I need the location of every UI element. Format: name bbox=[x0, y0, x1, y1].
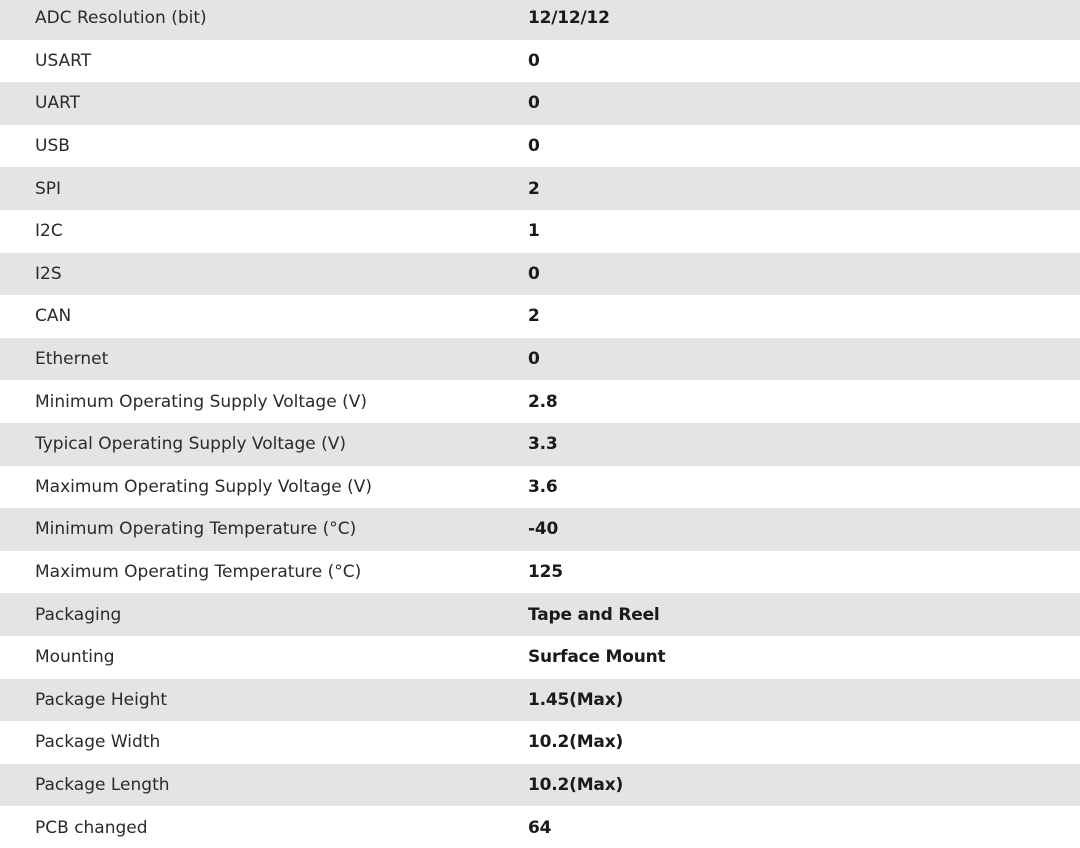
spec-label: ADC Resolution (bit) bbox=[35, 8, 207, 29]
spec-row-max-temperature bbox=[0, 551, 1080, 594]
spec-label: Package Height bbox=[35, 689, 168, 710]
spec-row-spi bbox=[0, 167, 1080, 210]
spec-row-uart bbox=[0, 82, 1080, 125]
spec-row-ethernet bbox=[0, 338, 1080, 381]
spec-label: I2C bbox=[35, 221, 63, 242]
spec-value: 2 bbox=[528, 178, 540, 199]
spec-label: I2S bbox=[35, 263, 62, 284]
spec-value: 1.45(Max) bbox=[528, 689, 624, 710]
spec-label: Minimum Operating Temperature (°C) bbox=[35, 519, 357, 540]
spec-value: 64 bbox=[528, 817, 552, 838]
spec-label: Maximum Operating Temperature (°C) bbox=[35, 562, 362, 583]
spec-label: Minimum Operating Supply Voltage (V) bbox=[35, 391, 367, 412]
spec-row-min-temperature bbox=[0, 508, 1080, 551]
spec-value: 2.8 bbox=[528, 391, 558, 412]
spec-row-usb bbox=[0, 125, 1080, 168]
spec-row-usart bbox=[0, 40, 1080, 83]
spec-value: 0 bbox=[528, 50, 540, 71]
spec-row-min-supply-voltage bbox=[0, 380, 1080, 423]
spec-row-max-supply-voltage bbox=[0, 466, 1080, 509]
spec-label: CAN bbox=[35, 306, 72, 327]
spec-row-i2c bbox=[0, 210, 1080, 253]
spec-value: 0 bbox=[528, 349, 540, 370]
spec-label: Typical Operating Supply Voltage (V) bbox=[35, 434, 346, 455]
spec-label: SPI bbox=[35, 178, 62, 199]
spec-value: 3.6 bbox=[528, 476, 558, 497]
spec-label: Package Length bbox=[35, 774, 170, 795]
spec-value: 0 bbox=[528, 136, 540, 157]
spec-value: 2 bbox=[528, 306, 540, 327]
spec-row-i2s bbox=[0, 253, 1080, 296]
spec-label: Maximum Operating Supply Voltage (V) bbox=[35, 476, 372, 497]
spec-label: Ethernet bbox=[35, 349, 109, 370]
spec-row-package-width bbox=[0, 721, 1080, 764]
spec-label: Package Width bbox=[35, 732, 161, 753]
spec-label: USB bbox=[35, 136, 70, 157]
spec-row-package-height bbox=[0, 679, 1080, 722]
spec-value: -40 bbox=[528, 519, 559, 540]
spec-label: USART bbox=[35, 50, 92, 71]
spec-label: UART bbox=[35, 93, 81, 114]
spec-row-packaging bbox=[0, 593, 1080, 636]
spec-value: 0 bbox=[528, 93, 540, 114]
spec-value: Tape and Reel bbox=[528, 604, 660, 625]
spec-row-adc-resolution bbox=[0, 0, 1080, 40]
spec-row-typ-supply-voltage bbox=[0, 423, 1080, 466]
spec-value: 10.2(Max) bbox=[528, 774, 624, 795]
spec-label: PCB changed bbox=[35, 817, 148, 838]
spec-label: Packaging bbox=[35, 604, 122, 625]
spec-value: 3.3 bbox=[528, 434, 558, 455]
spec-row-mounting bbox=[0, 636, 1080, 679]
spec-label: Mounting bbox=[35, 647, 115, 668]
spec-row-pcb-changed bbox=[0, 806, 1080, 848]
spec-value: 10.2(Max) bbox=[528, 732, 624, 753]
spec-value: 1 bbox=[528, 221, 540, 242]
spec-value: 125 bbox=[528, 562, 563, 583]
spec-value: 12/12/12 bbox=[528, 8, 610, 29]
spec-value: Surface Mount bbox=[528, 647, 666, 668]
spec-value: 0 bbox=[528, 263, 540, 284]
spec-row-can bbox=[0, 295, 1080, 338]
spec-row-package-length bbox=[0, 764, 1080, 807]
